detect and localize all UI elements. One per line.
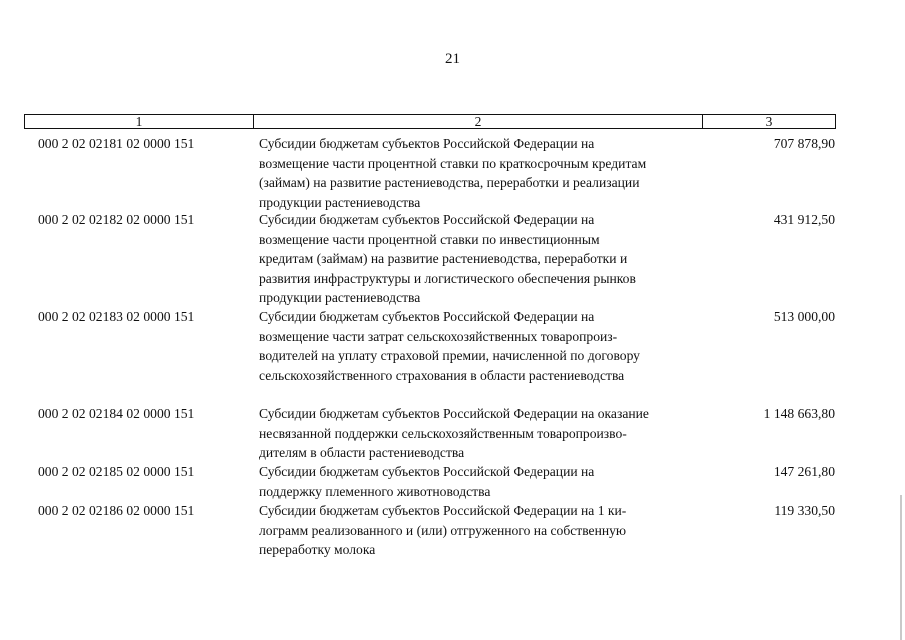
description-line: Субсидии бюджетам субъектов Российской Федерации на — [259, 212, 595, 227]
description-line: развития инфраструктуры и логистического обеспечения рынков — [259, 270, 636, 286]
page-number: 21 — [445, 51, 460, 67]
row-description — [259, 307, 704, 385]
budget-code: 000 2 02 02183 02 0000 151 — [38, 309, 195, 324]
row-description — [259, 404, 704, 463]
amount: 1 148 663,80 — [763, 406, 835, 421]
description-line: Субсидии бюджетам субъектов Российской Федерации на — [259, 464, 595, 479]
description-line: возмещение части процентной ставки по краткосрочным кредитам — [259, 155, 647, 171]
row-description — [259, 210, 704, 308]
description-line: Субсидии бюджетам субъектов Российской Федерации на — [259, 309, 595, 324]
description-line: продукции растениеводства — [259, 194, 421, 210]
table-header — [24, 114, 836, 129]
amount: 119 330,50 — [774, 503, 835, 518]
amount: 431 912,50 — [773, 212, 835, 227]
budget-code: 000 2 02 02186 02 0000 151 — [38, 503, 195, 518]
description-line: кредитам (займам) на развитие растениеводства, переработки и — [259, 251, 628, 266]
description-line: несвязанной поддержки сельскохозяйственным товаропроизво- — [259, 425, 627, 441]
amount: 147 261,80 — [773, 464, 835, 479]
budget-code: 000 2 02 02182 02 0000 151 — [38, 212, 195, 227]
amount: 707 878,90 — [773, 136, 835, 151]
scan-edge-shadow — [900, 495, 902, 640]
row-description — [259, 462, 704, 501]
description-line: лограмм реализованного и (или) отгруженного на собственную — [259, 522, 627, 538]
description-line: дителям в области растениеводства — [259, 445, 465, 460]
description-line: Субсидии бюджетам субъектов Российской Федерации на 1 ки- — [259, 503, 627, 518]
description-line: водителей на уплату страховой премии, начисленной по договору — [259, 348, 640, 363]
budget-code: 000 2 02 02184 02 0000 151 — [38, 406, 195, 421]
header-column-2: 2 — [253, 115, 702, 128]
description-line: возмещение части затрат сельскохозяйственных товаропроиз- — [259, 328, 618, 344]
description-line: Субсидии бюджетам субъектов Российской Федерации на — [259, 136, 595, 151]
row-description — [259, 134, 704, 212]
description-line: сельскохозяйственного страхования в области растениеводства — [259, 367, 625, 383]
description-line: поддержку племенного животноводства — [259, 483, 491, 499]
header-column-1: 1 — [135, 114, 143, 129]
budget-code: 000 2 02 02181 02 0000 151 — [38, 136, 195, 151]
description-line: продукции растениеводства — [259, 290, 421, 305]
row-description — [259, 501, 704, 560]
description-line: возмещение части процентной ставки по инвестиционным — [259, 231, 600, 247]
header-column-3: 3 — [702, 115, 835, 128]
budget-code: 000 2 02 02185 02 0000 151 — [38, 464, 195, 479]
description-line: переработку молока — [259, 542, 376, 557]
amount: 513 000,00 — [773, 309, 835, 324]
description-line: (займам) на развитие растениеводства, переработки и реализации — [259, 175, 640, 190]
description-line: Субсидии бюджетам субъектов Российской Федерации на оказание — [259, 406, 649, 421]
